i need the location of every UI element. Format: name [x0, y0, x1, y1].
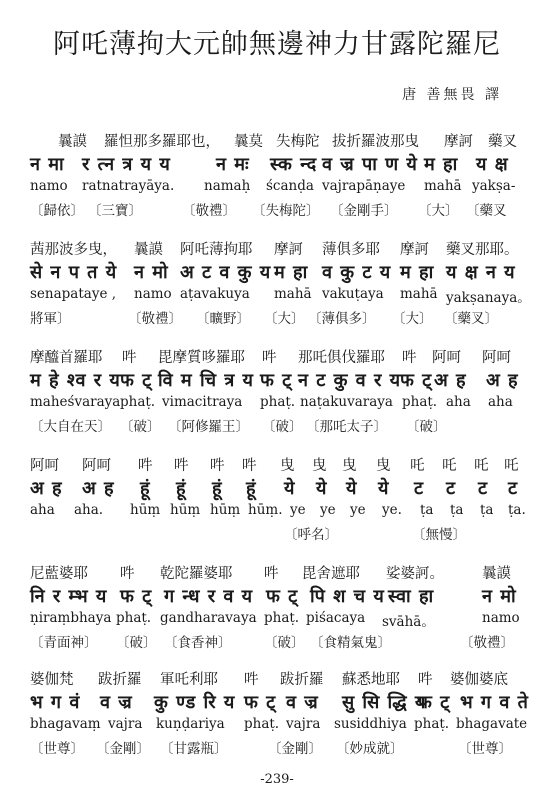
- siddham-word: अ ह: [434, 370, 467, 391]
- roman-word: ṭa: [420, 502, 434, 518]
- chinese-word: 摩訶: [274, 242, 303, 258]
- roman-word: aha.: [74, 502, 104, 518]
- gloss-word: 〔歸依〕: [30, 203, 84, 219]
- roman-word: phaṭ.: [116, 610, 152, 626]
- gloss-word: 〔大〕: [264, 311, 305, 327]
- roman-word: phaṭ.: [244, 716, 280, 732]
- chinese-word: 摩訶: [400, 242, 429, 258]
- siddham-word: ये: [316, 478, 328, 499]
- chinese-word: 曳: [342, 458, 357, 474]
- siddham-word: न मा: [30, 154, 65, 175]
- siddham-word: अ ह: [30, 478, 63, 499]
- chinese-line: [30, 558, 530, 582]
- chinese-word: 吽: [264, 566, 279, 582]
- siddham-word: ये: [284, 478, 296, 499]
- gloss-word: 〔妙成就〕: [336, 741, 404, 757]
- roman-word: phaṭ.: [264, 610, 300, 626]
- chinese-word: 那吒俱伐羅耶: [298, 350, 385, 366]
- roman-word: namo: [30, 178, 68, 194]
- gloss-word: 〔藥叉〕: [444, 311, 498, 327]
- roman-word: aṭavakuya: [180, 286, 250, 302]
- siddham-word: न मो: [134, 262, 169, 283]
- gloss-word: 將軍〕: [30, 311, 71, 327]
- chinese-word: 薄俱多耶: [322, 242, 380, 258]
- roman-word: ye.: [382, 502, 402, 518]
- gloss-word: 〔金剛手〕: [330, 203, 398, 219]
- chinese-word: 阿呵: [432, 350, 461, 366]
- roman-word: vakuṭaya: [322, 286, 384, 302]
- gloss-word: 〔大〕: [392, 311, 433, 327]
- gloss-word: 〔三寶〕: [88, 203, 142, 219]
- siddham-word: न ट कु व र य: [298, 370, 402, 391]
- romanization-line: [30, 716, 530, 736]
- chinese-word: 婆伽婆底: [450, 672, 508, 688]
- siddham-word: फ ट्: [418, 692, 451, 713]
- roman-word: vajrapāṇaye: [322, 178, 406, 194]
- roman-word: susiddhiya: [334, 716, 407, 732]
- chinese-word: 吽: [262, 350, 277, 366]
- chinese-word: 摩訶: [444, 134, 473, 150]
- siddham-word: म हा: [424, 154, 459, 175]
- roman-word: hūṃ: [130, 502, 161, 518]
- chinese-word: 吽: [120, 566, 135, 582]
- roman-word: ratnatrayāya.: [82, 178, 175, 194]
- chinese-word: 軍吒利耶: [160, 672, 218, 688]
- siddham-word: भ ग वं: [30, 692, 81, 713]
- chinese-line: [30, 664, 530, 688]
- gloss-word: 〔破〕: [406, 419, 447, 435]
- chinese-line: [30, 342, 530, 366]
- roman-word: phaṭ.: [120, 394, 156, 410]
- siddham-word: से न प त ये: [30, 262, 118, 283]
- siddham-word: हूं: [140, 478, 151, 499]
- siddham-word: पि श च य: [310, 586, 385, 607]
- chinese-word: 羅怛那多羅耶也，: [104, 134, 220, 150]
- roman-word: yakṣa-: [472, 178, 516, 194]
- siddham-line: [30, 150, 530, 178]
- romanization-line: [30, 502, 530, 522]
- siddham-line: [30, 474, 530, 502]
- gloss-word: 〔金剛〕: [268, 741, 322, 757]
- roman-word: hūṃ.: [248, 502, 283, 518]
- gloss-line: [30, 306, 530, 328]
- roman-word: ṭa: [450, 502, 464, 518]
- siddham-word: नि र म्भ य: [30, 586, 108, 607]
- gloss-line: [30, 198, 530, 220]
- roman-word: namaḥ: [204, 178, 251, 194]
- roman-word: senapataye ,: [30, 286, 117, 302]
- chinese-word: 曳: [280, 458, 295, 474]
- chinese-word: 娑婆訶。: [386, 566, 444, 582]
- roman-word: bhagavaṃ: [30, 716, 101, 732]
- siddham-word: र त्न त्र य य: [82, 154, 171, 175]
- siddham-word: हूं: [212, 478, 223, 499]
- roman-word: mahā: [400, 286, 438, 302]
- dharani-stanza-1: [30, 126, 530, 220]
- gloss-line: [30, 522, 530, 544]
- chinese-word: 藥叉那耶。: [446, 242, 519, 258]
- chinese-word: 曳: [312, 458, 327, 474]
- siddham-word: भ ग व ते: [460, 692, 529, 713]
- siddham-word: व कु ट य: [322, 262, 392, 283]
- chinese-word: 吒: [442, 458, 457, 474]
- roman-word: phaṭ.: [414, 716, 450, 732]
- roman-word: ye: [290, 502, 306, 518]
- chinese-word: 藥叉: [488, 134, 517, 150]
- gloss-word: 〔大自在天〕: [30, 419, 111, 435]
- chinese-word: 婆伽梵: [30, 672, 74, 688]
- siddham-word: व ज्र: [100, 692, 133, 713]
- gloss-word: 〔青面神〕: [30, 635, 98, 651]
- siddham-word: फ ट्: [120, 586, 153, 607]
- gloss-word: 〔失梅陀〕: [252, 203, 320, 219]
- gloss-word: 〔世尊〕: [458, 741, 512, 757]
- gloss-word: 〔敬禮〕: [128, 311, 182, 327]
- chinese-word: 吒: [504, 458, 519, 474]
- siddham-word: फ ट्: [266, 586, 299, 607]
- romanization-line: [30, 394, 530, 414]
- chinese-word: 吽: [138, 458, 153, 474]
- siddham-word: फ ट्: [260, 370, 293, 391]
- roman-word: hūṃ: [210, 502, 241, 518]
- siddham-word: व ज्र पा ण ये: [322, 154, 418, 175]
- siddham-word: स्वा हा: [388, 586, 435, 607]
- gloss-word: 〔破〕: [264, 635, 305, 651]
- siddham-word: हूं: [176, 478, 187, 499]
- gloss-word: 〔金剛〕: [96, 741, 150, 757]
- page-number: -239-: [260, 772, 294, 787]
- chinese-word: 茜那波多曳，: [30, 242, 117, 258]
- gloss-line: [30, 736, 530, 758]
- chinese-word: 吒: [474, 458, 489, 474]
- roman-word: bhagavate: [456, 716, 528, 732]
- gloss-word: 〔世尊〕: [30, 741, 84, 757]
- chinese-word: 失梅陀: [276, 134, 320, 150]
- siddham-word: व ज्र: [286, 692, 319, 713]
- gloss-word: 〔食香神〕: [164, 635, 232, 651]
- gloss-word: 〔破〕: [262, 419, 303, 435]
- siddham-word: अ ट व कु य: [180, 262, 272, 283]
- siddham-word: अ ह: [486, 370, 519, 391]
- chinese-word: 跋折羅: [280, 672, 324, 688]
- siddham-word: ग न्ध र व य: [164, 586, 254, 607]
- roman-word: ye: [320, 502, 336, 518]
- roman-word: vajra: [286, 716, 321, 732]
- siddham-word: अ ह: [82, 478, 115, 499]
- gloss-word: 〔呼名〕: [284, 527, 338, 543]
- chinese-word: 摩醯首羅耶: [30, 350, 103, 366]
- romanization-line: [30, 286, 530, 306]
- siddham-word: ट: [414, 478, 425, 499]
- gloss-word: 〔食精氣鬼〕: [310, 635, 391, 651]
- siddham-word: फ ट्: [244, 692, 277, 713]
- siddham-word: ये: [346, 478, 358, 499]
- roman-word: mahā: [424, 178, 462, 194]
- siddham-word: न मः: [216, 154, 250, 175]
- chinese-word: 阿吒薄拘耶: [180, 242, 253, 258]
- roman-word: gandharavaya: [160, 610, 257, 626]
- chinese-word: 乾陀羅婆耶: [160, 566, 233, 582]
- dharani-stanza-3: [30, 342, 530, 436]
- roman-word: piśacaya: [306, 610, 366, 626]
- chinese-word: 曩謨: [482, 566, 511, 582]
- gloss-word: 〔薄俱多〕: [308, 311, 376, 327]
- chinese-line: [30, 450, 530, 474]
- siddham-word: ट: [508, 478, 519, 499]
- page-title: 阿吒薄拘大元帥無邊神力甘露陀羅尼: [53, 29, 501, 60]
- gloss-word: 〔敬禮〕: [460, 635, 514, 651]
- siddham-word: सु सि द्धि य: [342, 692, 427, 713]
- chinese-word: 蘇悉地耶: [342, 672, 400, 688]
- romanization-line: [30, 610, 530, 630]
- gloss-word: 〔破〕: [120, 419, 161, 435]
- dharani-stanza-4: [30, 450, 530, 544]
- gloss-word: 〔曠野〕: [196, 311, 250, 327]
- roman-word: ṭa.: [508, 502, 526, 518]
- roman-word: yakṣanaya。: [446, 290, 531, 306]
- chinese-word: 跋折羅: [98, 672, 142, 688]
- siddham-word: कु ण्ड रि य: [154, 692, 236, 713]
- roman-word: vajra: [108, 716, 143, 732]
- dharani-stanza-6: [30, 664, 530, 758]
- siddham-line: [30, 366, 530, 394]
- chinese-word: 吽: [174, 458, 189, 474]
- siddham-word: फ ट्: [400, 370, 433, 391]
- siddham-word: य क्ष: [476, 154, 509, 175]
- roman-word: ṭa: [480, 502, 494, 518]
- chinese-word: 尼藍婆耶: [30, 566, 88, 582]
- siddham-word: न मो: [482, 586, 517, 607]
- chinese-word: 毘摩質哆羅耶: [158, 350, 245, 366]
- chinese-word: 阿呵: [30, 458, 59, 474]
- gloss-word: 〔甘露瓶〕: [160, 741, 228, 757]
- siddham-word: म हा: [400, 262, 435, 283]
- dharani-stanza-5: [30, 558, 530, 652]
- dharani-stanza-2: [30, 234, 530, 328]
- gloss-word: 〔藥叉: [466, 203, 507, 219]
- roman-word: svāhā。: [382, 614, 435, 630]
- gloss-word: 〔無慢〕: [412, 527, 466, 543]
- chinese-line: [30, 126, 530, 150]
- chinese-word: 拔折羅波那曳: [332, 134, 419, 150]
- siddham-word: स्क न्द: [270, 154, 318, 175]
- roman-word: aha: [446, 394, 471, 410]
- gloss-word: 〔破〕: [116, 635, 157, 651]
- roman-word: naṭakuvaraya: [300, 394, 393, 410]
- chinese-line: [30, 234, 530, 258]
- chinese-word: 毘舍遮耶: [302, 566, 360, 582]
- chinese-word: 吽: [244, 672, 259, 688]
- chinese-word: 吽: [242, 458, 257, 474]
- siddham-line: [30, 258, 530, 286]
- siddham-word: म हे श्व र य: [30, 370, 121, 391]
- roman-word: aha: [488, 394, 513, 410]
- roman-word: hūṃ: [170, 502, 201, 518]
- siddham-line: [30, 688, 530, 716]
- romanization-line: [30, 178, 530, 198]
- gloss-line: [30, 414, 530, 436]
- gloss-word: 〔那吒太子〕: [306, 419, 387, 435]
- roman-word: phaṭ.: [402, 394, 438, 410]
- chinese-word: 曳: [376, 458, 391, 474]
- roman-word: ye: [350, 502, 366, 518]
- chinese-word: 曩莫: [234, 134, 263, 150]
- chinese-word: 吒: [410, 458, 425, 474]
- chinese-word: 吽: [402, 350, 417, 366]
- chinese-word: 吽: [418, 672, 433, 688]
- roman-word: namo: [134, 286, 172, 302]
- chinese-word: 吽: [210, 458, 225, 474]
- roman-word: phaṭ.: [260, 394, 296, 410]
- translator-credit: 唐 善無畏 譯: [402, 87, 502, 103]
- chinese-word: 阿呵: [482, 350, 511, 366]
- chinese-word: 曩謨: [134, 242, 163, 258]
- roman-word: maheśvaraya: [30, 394, 121, 410]
- gloss-line: [30, 630, 530, 652]
- roman-word: namo: [482, 610, 520, 626]
- gloss-word: 〔敬禮〕: [182, 203, 236, 219]
- chinese-word: 阿呵: [82, 458, 111, 474]
- roman-word: kuṇḍariya: [156, 716, 225, 732]
- roman-word: aha: [30, 502, 55, 518]
- siddham-word: ट: [446, 478, 457, 499]
- chinese-word: 吽: [122, 350, 137, 366]
- siddham-word: ट: [478, 478, 489, 499]
- siddham-word: ये: [378, 478, 390, 499]
- roman-word: mahā: [274, 286, 312, 302]
- chinese-word: 曩謨: [58, 134, 87, 150]
- siddham-word: वि म चि त्र य: [158, 370, 254, 391]
- siddham-line: [30, 582, 530, 610]
- siddham-word: हूं: [246, 478, 257, 499]
- roman-word: ścanḍa: [266, 178, 314, 194]
- gloss-word: 〔阿修羅王〕: [168, 419, 249, 435]
- roman-word: vimacitraya: [162, 394, 243, 410]
- gloss-word: 〔大〕: [418, 203, 459, 219]
- siddham-word: म हा: [274, 262, 309, 283]
- roman-word: ṇiraṃbhaya: [30, 610, 112, 626]
- siddham-word: य क्ष न य: [446, 262, 516, 283]
- siddham-word: फ ट्: [120, 370, 153, 391]
